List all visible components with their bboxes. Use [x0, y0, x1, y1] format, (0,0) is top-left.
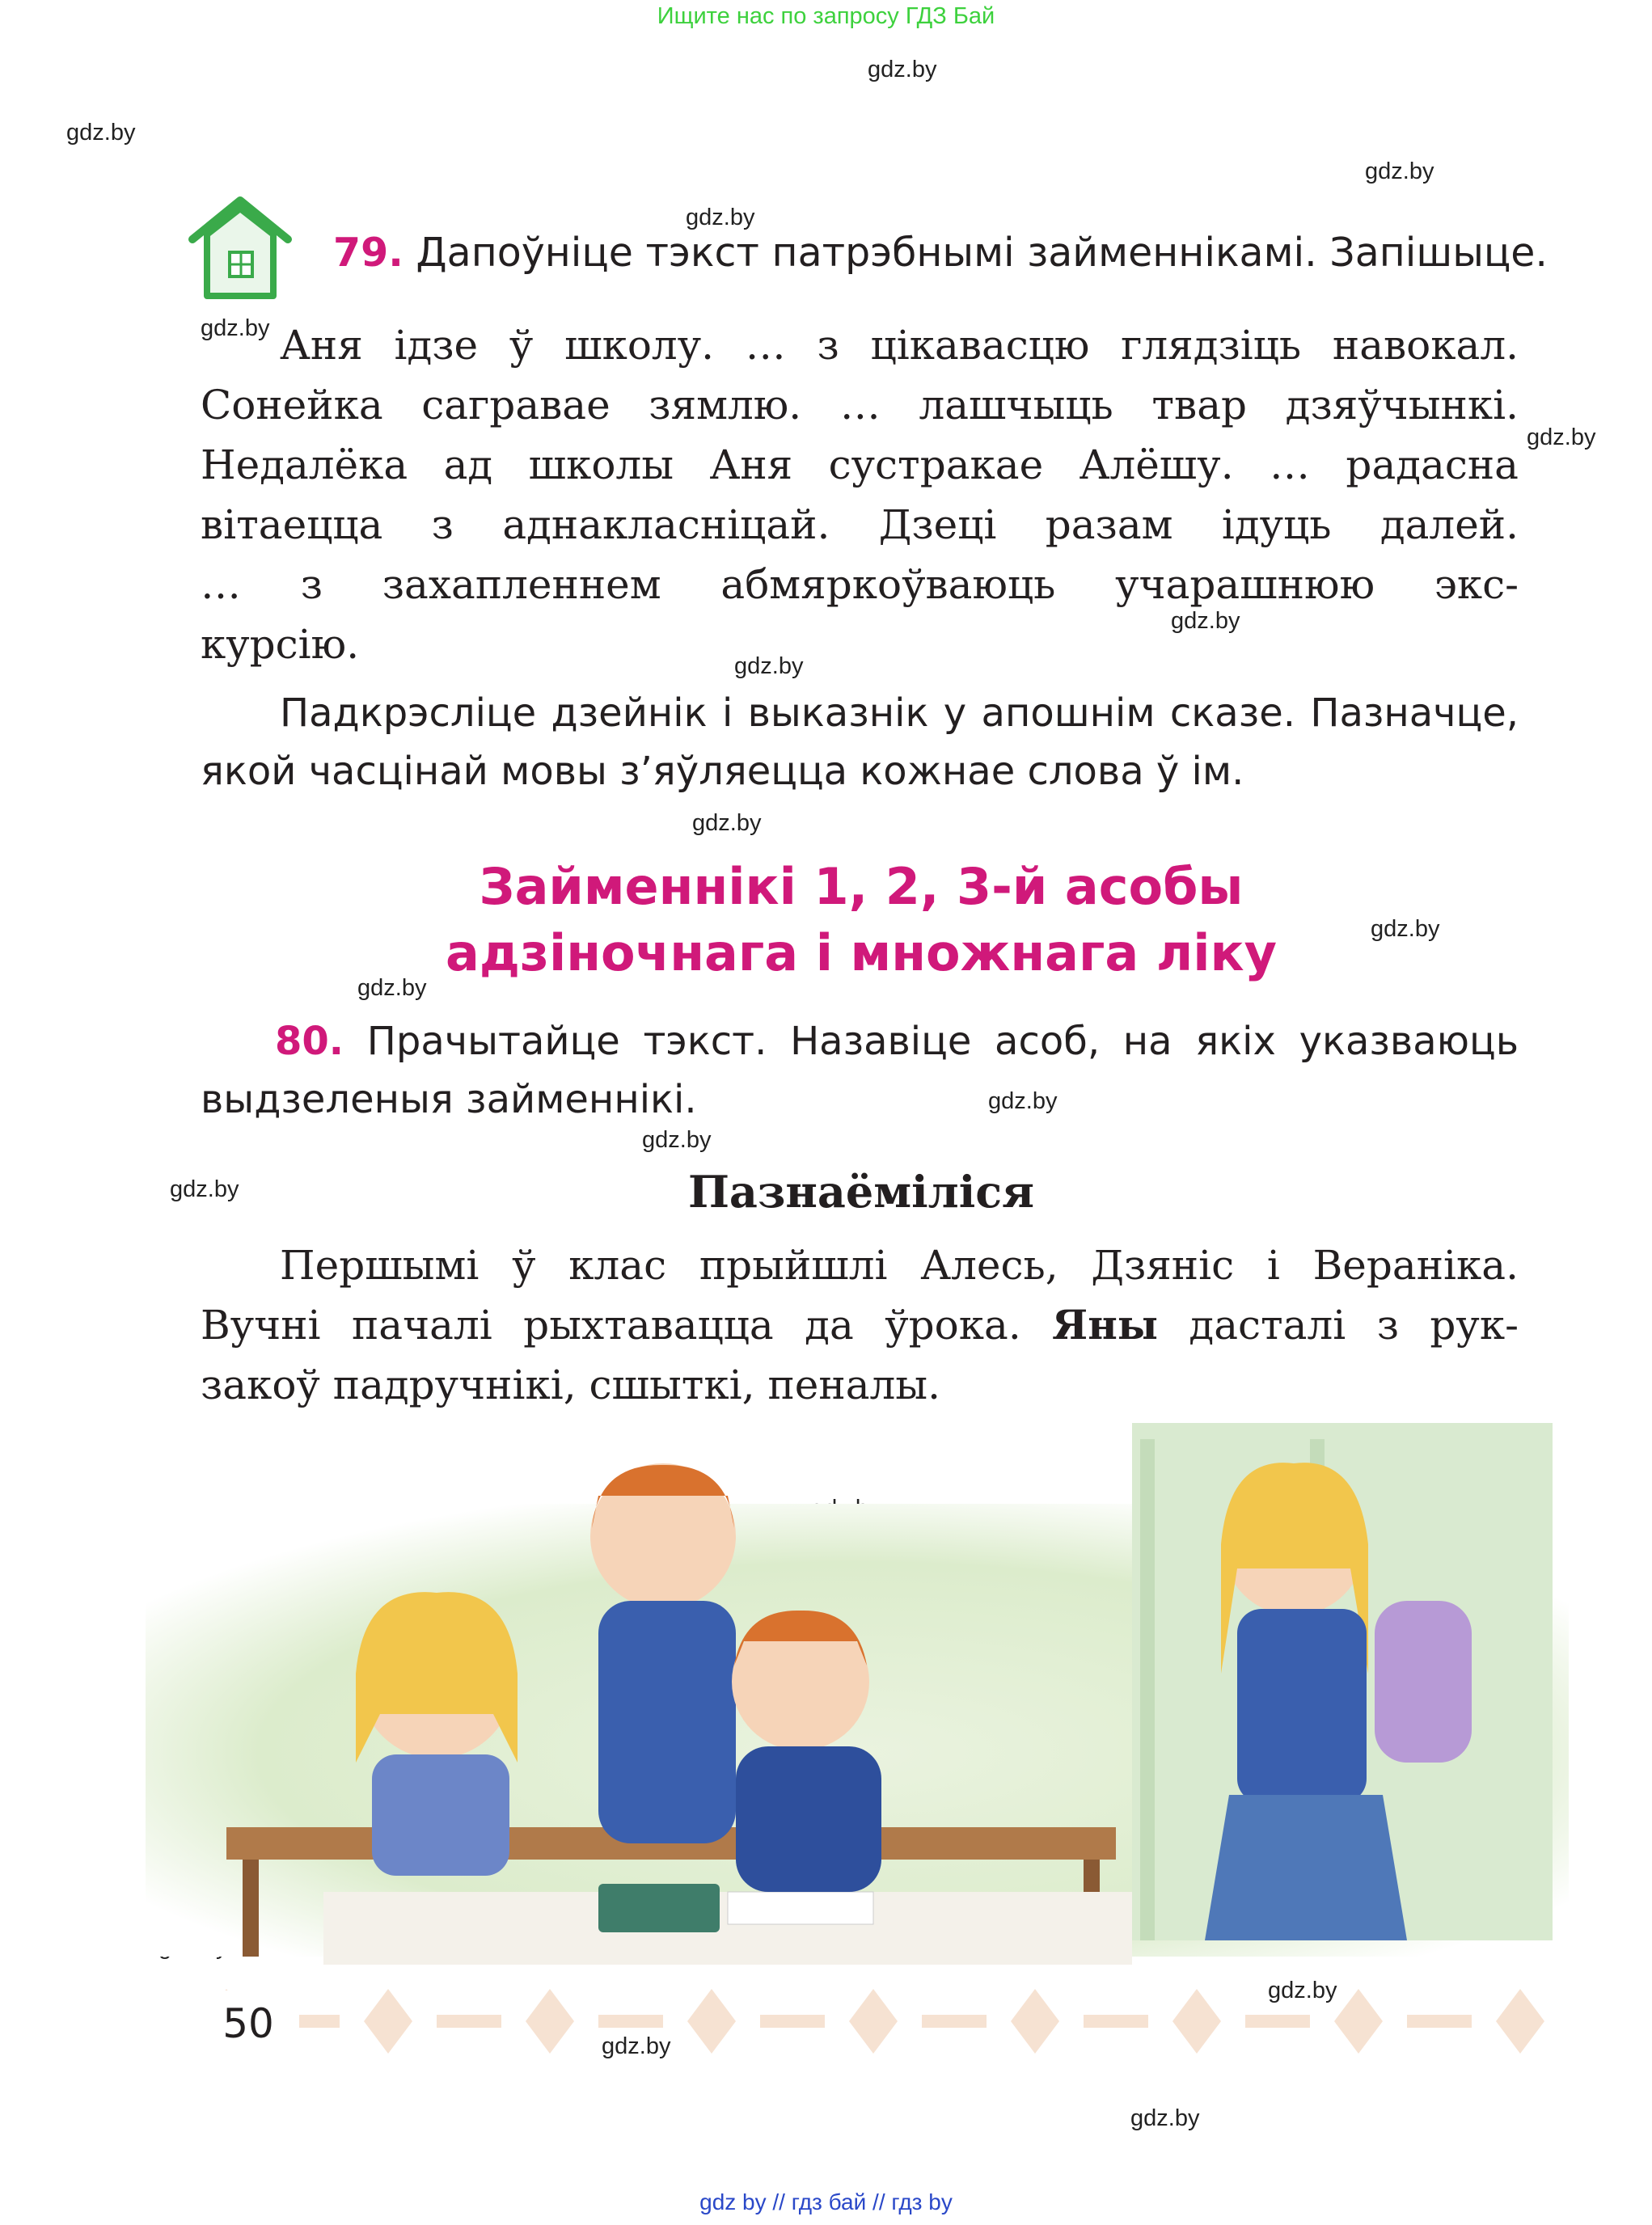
section-title-line: адзіночнага і множнага ліку	[446, 923, 1277, 982]
ornament-strip	[154, 1973, 1577, 2070]
home-icon	[183, 194, 298, 304]
watermark: gdz.by	[170, 1176, 239, 1202]
watermark: gdz.by	[988, 1088, 1058, 1114]
text-line: Недалёка ад школы Аня сустракае Алёшу. … радасна	[201, 441, 1519, 488]
text-line: Аня ідзе ў школу. … з цікавасцю глядзіць навокал.	[280, 322, 1519, 369]
watermark: gdz.by	[692, 810, 762, 836]
watermark: gdz.by	[734, 653, 804, 679]
page-number: 50	[197, 1991, 299, 2057]
text-line: выдзеленыя займеннікі.	[201, 1077, 697, 1122]
watermark: gdz.by	[1171, 608, 1240, 634]
task-79-text	[201, 315, 1519, 674]
watermark: gdz.by	[201, 315, 270, 341]
watermark: gdz.by	[602, 2033, 671, 2059]
watermark: gdz.by	[1365, 158, 1434, 184]
text-line: … з захапленнем абмяркоўваюць учарашнюю экс-	[201, 561, 1519, 608]
task-instruction: Дапоўніце тэкст патрэбнымі займеннікамі. Запішыце.	[416, 230, 1548, 276]
watermark: gdz.by	[66, 120, 136, 146]
story-title: Пазнаёміліся	[687, 1166, 1035, 1218]
text-line: Сонейка саграваe зямлю. … лашчыць твар дзяўчынкі.	[201, 382, 1519, 429]
highlighted-pronoun: Яны	[1052, 1301, 1158, 1349]
task-79-heading	[333, 230, 1548, 276]
text-line: курсію.	[201, 621, 360, 668]
section-title	[194, 854, 1528, 986]
task-79-extra	[201, 684, 1519, 800]
watermark: gdz.by	[1130, 2105, 1200, 2131]
task-number: 79.	[333, 230, 403, 276]
text-line: Першымі ў клас прыйшлі Алесь, Дзяніс і Вераніка.	[280, 1242, 1519, 1289]
watermark: gdz.by	[1371, 916, 1440, 942]
watermark: gdz.by	[642, 1127, 712, 1153]
text-line: Вучні пачалі рыхтавацца да ўрока. Яны дасталі з рук-	[201, 1301, 1519, 1349]
classroom-illustration	[146, 1407, 1569, 1973]
watermark: gdz.by	[357, 975, 427, 1001]
text-line: закоў падручнікі, сшыткі, пеналы.	[201, 1362, 940, 1408]
watermark: gdz.by	[1527, 424, 1596, 450]
top-banner[interactable]: Ищите нас по запросу ГДЗ Бай	[657, 3, 995, 29]
watermark: gdz.by	[868, 57, 937, 82]
watermark: gdz.by	[686, 205, 755, 230]
section-title-line: Займеннікі 1, 2, 3-й асобы	[479, 857, 1244, 916]
text-line: Падкрэсліце дзейнік і выказнік у апошнім сказе. Пазначце,	[280, 690, 1519, 736]
text-line: вітаецца з аднакласніцай. Дзеці разам ідуць далей.	[201, 501, 1519, 548]
task-number: 80.	[275, 1019, 344, 1064]
text-line: якой часцінай мовы з’яўляецца кожнае слова ў ім.	[201, 749, 1244, 794]
story-text	[201, 1235, 1519, 1415]
text-line: Прачытайце тэкст. Назавіце асоб, на якіх указваюць	[366, 1019, 1519, 1064]
task-80-instruction	[201, 1012, 1519, 1129]
watermark: gdz.by	[1268, 1978, 1337, 2003]
footer-links[interactable]: gdz by // гдз бай // гдз by	[699, 2189, 953, 2214]
